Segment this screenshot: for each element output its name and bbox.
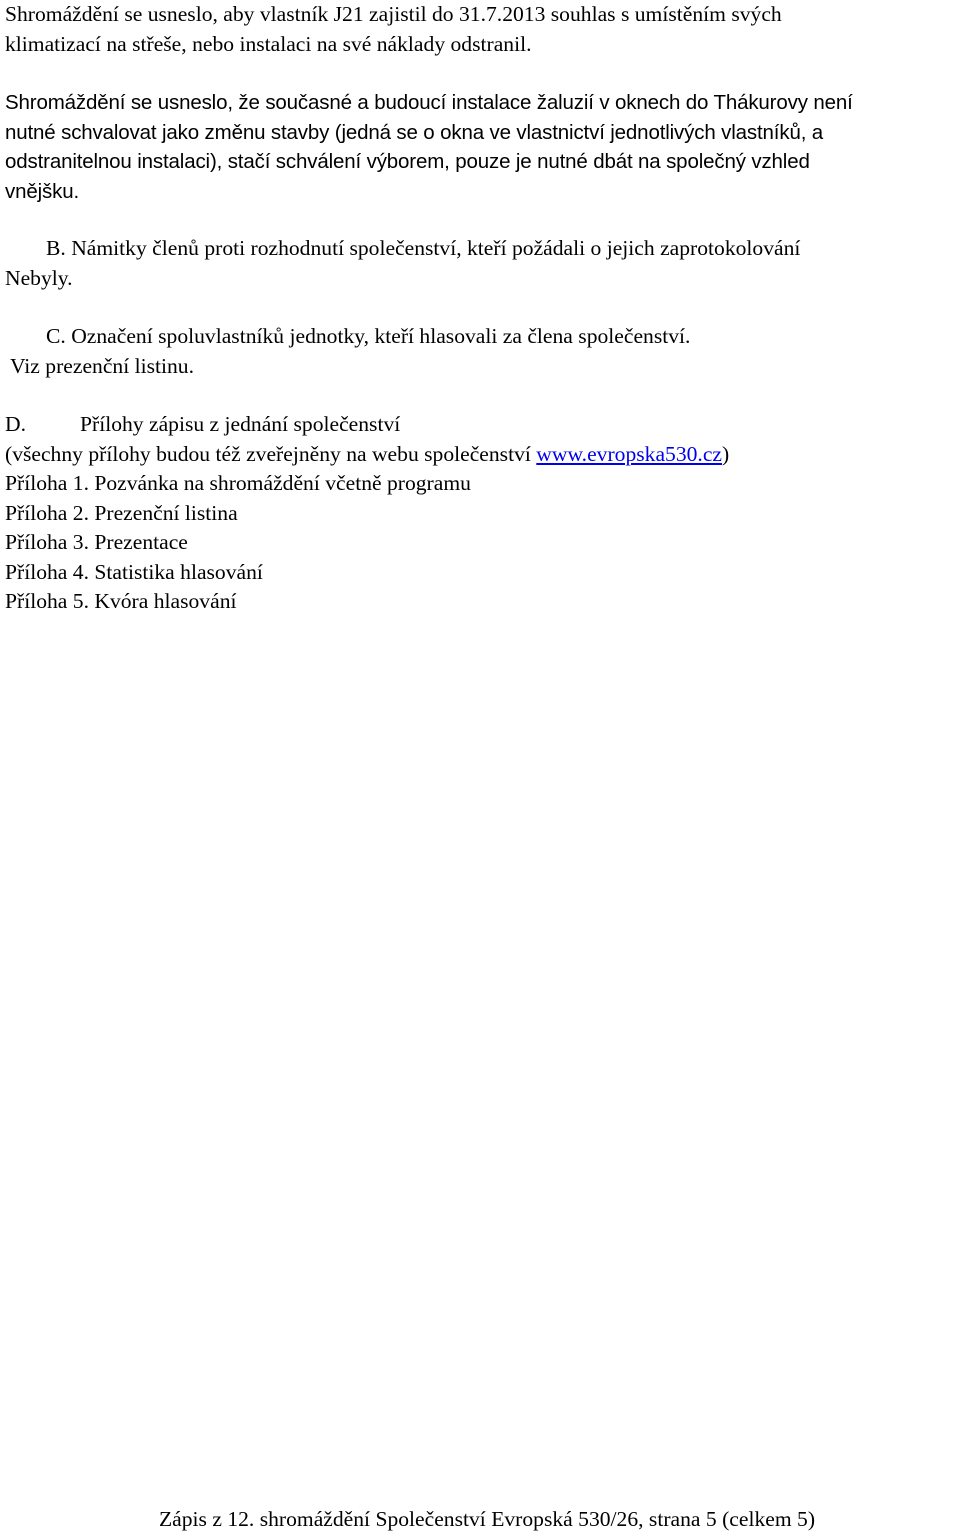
paragraph-air-conditioning (5, 0, 960, 59)
text-line: nutné schvalovat jako změnu stavby (jedná se o okna ve vlastnictví jednotlivých vlastníků, a (5, 120, 824, 144)
section-d-heading-line (5, 410, 960, 440)
section-d (5, 410, 960, 617)
attachment-item: Příloha 2. Prezenční listina (5, 500, 238, 525)
attachment-item: Příloha 1. Pozvánka na shromáždění včetně programu (5, 471, 471, 495)
section-d-note-prefix: (všechny přílohy budou též zveřejněny na webu společenství (5, 441, 537, 466)
text-line: Shromáždění se usneslo, že současné a budoucí instalace žaluzií v oknech do Thákurovy není (5, 91, 853, 114)
attachment-item: Příloha 4. Statistika hlasování (5, 559, 263, 584)
page-footer (0, 1506, 960, 1532)
section-c (5, 322, 960, 381)
footer-text: Zápis z 12. shromáždění Společenství Evropská 530/26, strana 5 (celkem 5) (158, 1507, 816, 1531)
section-c-text: Viz prezenční listinu. (5, 353, 194, 378)
section-b (5, 234, 960, 293)
section-d-note-suffix: ) (721, 441, 730, 466)
text-line: vnějšku. (5, 179, 80, 203)
attachment-item: Příloha 3. Prezentace (5, 530, 188, 554)
section-b-heading: B. Námitky členů proti rozhodnutí společenství, kteří požádali o jejich zaprotokolování (46, 236, 801, 260)
section-d-note (5, 440, 960, 470)
section-d-heading: Přílohy zápisu z jednání společenství (80, 412, 401, 436)
paragraph-blinds (5, 88, 960, 206)
attachment-item: Příloha 5. Kvóra hlasování (5, 589, 237, 613)
text-line: Shromáždění se usneslo, aby vlastník J21 zajistil do 31.7.2013 souhlas s umístěním svých (5, 2, 782, 26)
section-d-letter: D. (5, 412, 26, 436)
text-line: odstranitelnou instalaci), stačí schválení výborem, pouze je nutné dbát na společný vzhled (5, 150, 810, 173)
website-link[interactable]: www.evropska530.cz (536, 441, 722, 466)
text-line: klimatizací na střeše, nebo instalaci na své náklady odstranil. (5, 31, 532, 56)
section-b-text: Nebyly. (5, 265, 73, 290)
section-c-heading: C. Označení spoluvlastníků jednotky, kteří hlasovali za člena společenství. (46, 324, 691, 348)
